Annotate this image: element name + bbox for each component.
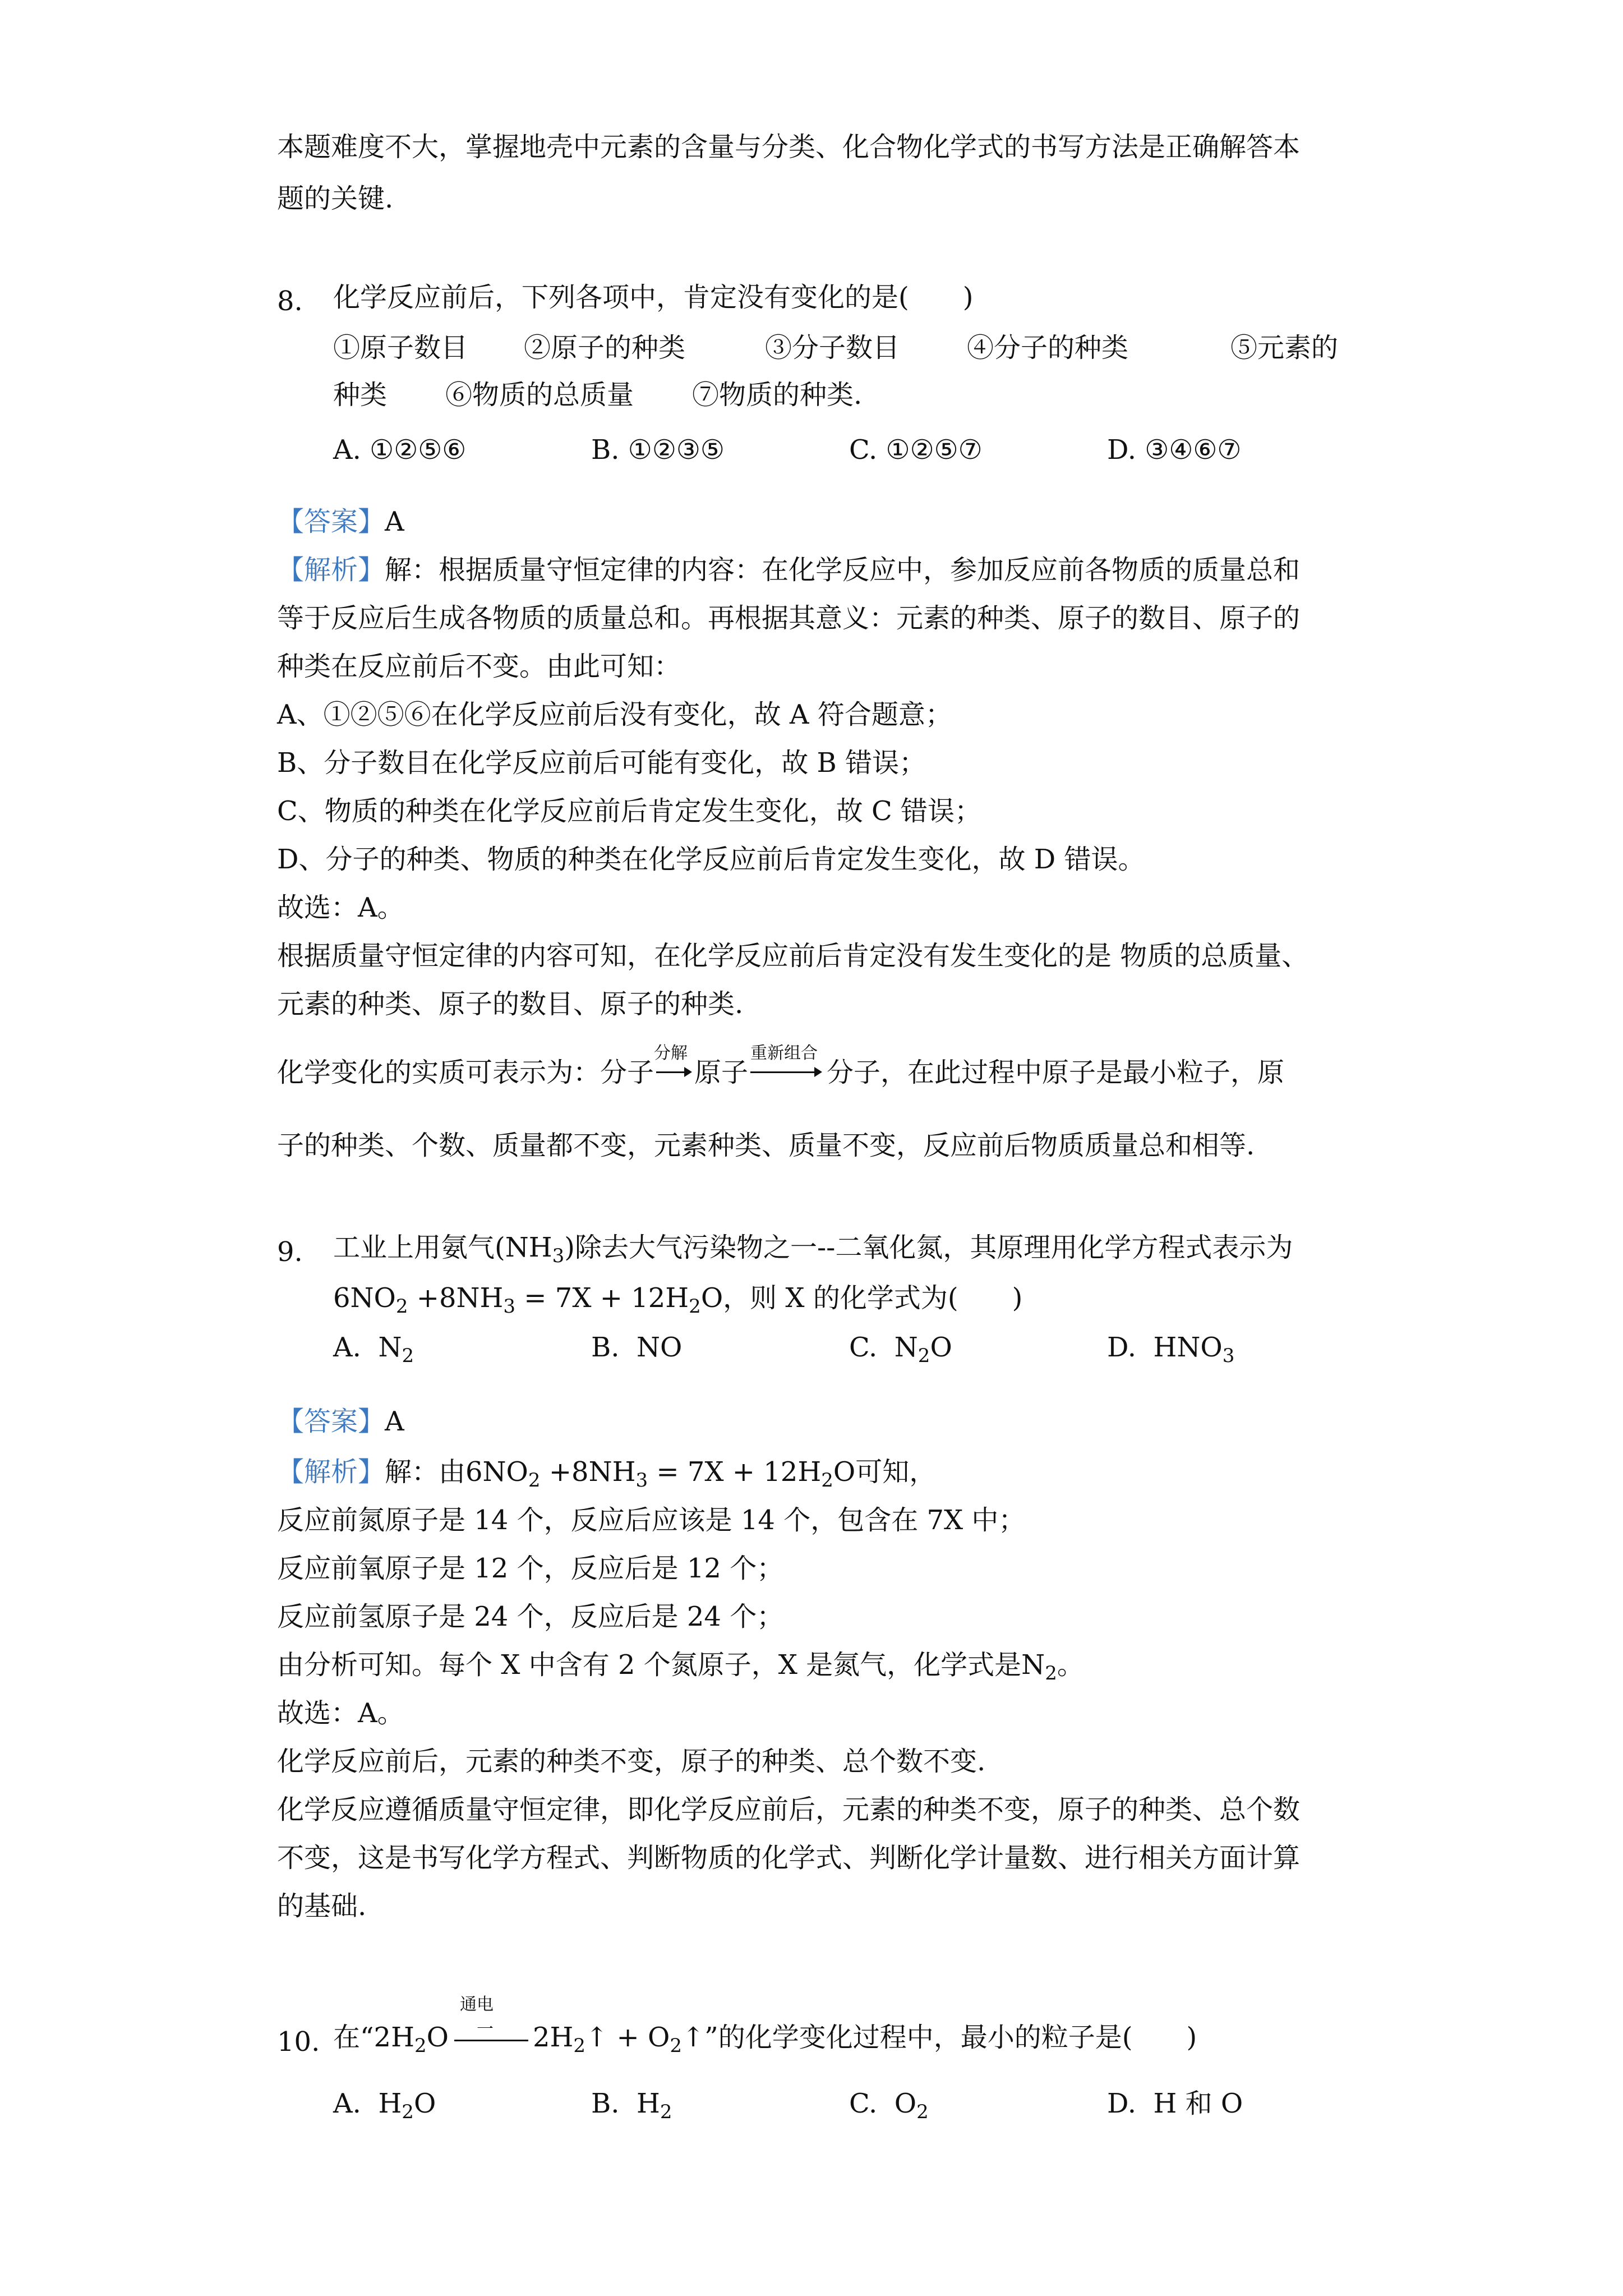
q8-analysis-4: A、①②⑤⑥在化学反应前后没有变化，故 A 符合题意； — [277, 699, 952, 730]
q8-analysis-3: 种类在反应前后不变。由此可知： — [277, 651, 681, 682]
q8-items-row-2 — [333, 377, 1399, 413]
analysis-text: 。 — [1057, 1649, 1084, 1681]
q8-essence-line-2: 子的种类、个数、质量都不变，元素种类、质量不变，反应前后物质质量总和相等. — [277, 1130, 1255, 1161]
q8-analysis-2: 等于反应后生成各物质的质量总和。再根据其意义：元素的种类、原子的数目、原子的 — [277, 602, 1301, 634]
subscript: 2 — [402, 2101, 414, 2123]
q9-number: 9. — [277, 1236, 303, 1268]
answer-tag: 【答案】 — [277, 506, 385, 537]
q8-stem: 化学反应前后，下列各项中，肯定没有变化的是( ) — [333, 282, 974, 313]
arrow-condition: 分解 — [654, 1043, 688, 1063]
q8-option-d: D. ③④⑥⑦ — [1107, 434, 1242, 466]
analysis-text: 解：根据质量守恒定律的内容：在化学反应中，参加反应前各物质的质量总和 — [385, 554, 1301, 586]
q8-item: ⑦物质的种类. — [692, 379, 863, 411]
analysis-text: 由分析可知。每个 X 中含有 2 个氮原子，X 是氮气，化学式是N — [277, 1649, 1045, 1681]
q8-option-b: B. ①②③⑤ — [591, 434, 725, 466]
q8-item: ⑤元素的 — [1230, 332, 1339, 364]
q9-analysis-4: 反应前氢原子是 24 个，反应后是 24 个； — [277, 1601, 784, 1632]
q10-stem: 在“$2H_2O$ 通电 一 $2H_2↑$ + $O_2↑$”的化学变化过程中，最小的粒子是( ) — [333, 2019, 1197, 2055]
analysis-text: +8NH — [540, 1456, 636, 1488]
q8-essence-line — [277, 1043, 1285, 1091]
analysis-text: = 7X + 12H — [648, 1456, 822, 1488]
arrow-condition: 重新组合 — [750, 1043, 818, 1063]
condition-text: 通电 — [459, 1995, 494, 2014]
subscript: 2 — [395, 1295, 408, 1318]
formula: H 和 O — [1153, 2088, 1243, 2119]
stem-text: ↑ + O — [585, 2022, 670, 2053]
q8-item: ②原子的种类 — [524, 332, 686, 364]
decompose-arrow — [654, 1043, 694, 1091]
subscript: 2 — [689, 1295, 701, 1318]
q9-summary-2: 化学反应遵循质量守恒定律，即化学反应前后，元素的种类不变，原子的种类、总个数 — [277, 1794, 1301, 1825]
q9-option-c — [849, 1329, 952, 1365]
formula: HNO — [1153, 1332, 1223, 1363]
formula: H — [637, 2088, 660, 2119]
formula: N — [378, 1332, 402, 1363]
analysis-tag: 【解析】 — [277, 554, 385, 586]
recombine-arrow — [748, 1043, 827, 1091]
q8-option-c: C. ①②⑤⑦ — [849, 434, 983, 466]
q10-option-d — [1107, 2086, 1243, 2122]
subscript: 2 — [1045, 1662, 1057, 1685]
option-label: A. — [333, 2088, 361, 2119]
q9-option-d — [1107, 1329, 1234, 1365]
stem-text: 2H — [532, 2022, 574, 2053]
option-label: D. — [1107, 1332, 1137, 1363]
q8-analysis-7: D、分子的种类、物质的种类在化学反应前后肯定发生变化，故 D 错误。 — [277, 844, 1145, 875]
q9-equation — [333, 1280, 1022, 1316]
option-label: D. — [1107, 2088, 1137, 2119]
eq-text: +8NH — [408, 1282, 504, 1314]
q8-item: ④分子的种类 — [967, 332, 1129, 364]
option-label: C. — [849, 2088, 878, 2119]
subscript: 2 — [402, 1345, 414, 1367]
q10-option-b — [591, 2086, 672, 2122]
q9-option-b — [591, 1329, 682, 1365]
subscript: 2 — [670, 2035, 682, 2057]
q8-analysis-9: 根据质量守恒定律的内容可知，在化学反应前后肯定没有发生变化的是 物质的总质量、 — [277, 940, 1309, 972]
subscript: 2 — [660, 2101, 672, 2123]
q8-option-a: A. ①②⑤⑥ — [333, 434, 467, 466]
option-label: B. — [591, 2088, 620, 2119]
subscript: 3 — [552, 1245, 565, 1267]
q8-item: ①原子数目 — [333, 332, 468, 364]
analysis-tag: 【解析】 — [277, 1456, 385, 1488]
q9-analysis-2: 反应前氮原子是 14 个，反应后应该是 14 个，包含在 7X 中； — [277, 1504, 1026, 1536]
subscript: 2 — [528, 1469, 541, 1492]
q9-choose: 故选：A。 — [277, 1697, 404, 1729]
answer-value: A — [385, 506, 404, 537]
q9-summary-4: 的基础. — [277, 1890, 367, 1922]
eq-text: O，则 X 的化学式为( ) — [700, 1282, 1023, 1314]
q9-summary-3: 不变，这是书写化学方程式、判断物质的化学式、判断化学计量数、进行相关方面计算 — [277, 1842, 1301, 1874]
essence-text: 化学变化的实质可表示为：分子 — [277, 1057, 654, 1088]
formula: O — [413, 2088, 436, 2119]
electrolysis-condition — [449, 1995, 533, 2055]
formula: H — [378, 2088, 402, 2119]
q10-options — [333, 2086, 1399, 2122]
subscript: 2 — [821, 1469, 833, 1492]
q9-answer — [277, 1404, 404, 1439]
stem-text: ↑”的化学变化过程中，最小的粒子是( ) — [681, 2022, 1197, 2053]
q9-analysis-5 — [277, 1647, 1084, 1683]
intro-line-1: 本题难度不大，掌握地壳中元素的含量与分类、化合物化学式的书写方法是正确解答本 — [277, 131, 1301, 163]
eq-text: 6NO — [333, 1282, 396, 1314]
q8-number: 8. — [277, 286, 303, 317]
q8-analysis-10: 元素的种类、原子的数目、原子的种类. — [277, 988, 744, 1020]
q9-summary-1: 化学反应前后，元素的种类不变，原子的种类、总个数不变. — [277, 1746, 986, 1777]
q8-answer — [277, 504, 404, 540]
formula: O — [894, 2088, 917, 2119]
q8-item: ③分子数目 — [765, 332, 900, 364]
q9-options — [333, 1329, 1399, 1365]
q10-option-c — [849, 2086, 929, 2122]
subscript: 2 — [573, 2035, 585, 2057]
subscript: 3 — [635, 1469, 648, 1492]
eq-text: = 7X + 12H — [515, 1282, 689, 1314]
answer-value: A — [385, 1406, 404, 1437]
option-label: B. — [591, 1332, 620, 1363]
q8-analysis-6: C、物质的种类在化学反应前后肯定发生变化，故 C 错误； — [277, 795, 981, 827]
option-label: C. — [849, 1332, 878, 1363]
subscript: 2 — [414, 2035, 427, 2057]
q8-analysis-5: B、分子数目在化学反应前后可能有变化，故 B 错误； — [277, 747, 926, 779]
formula: NO — [637, 1332, 683, 1363]
q10-number: 10. — [277, 2026, 320, 2058]
formula: O — [930, 1332, 952, 1363]
q9-option-a — [333, 1329, 414, 1365]
q9-analysis-1 — [277, 1454, 936, 1490]
q8-analysis-1 — [277, 552, 1300, 588]
subscript: 3 — [503, 1295, 516, 1318]
condition-mark: 一 — [476, 2019, 494, 2039]
analysis-text: O可知， — [833, 1456, 937, 1488]
subscript: 2 — [916, 2101, 929, 2123]
q8-item: ⑥物质的总质量 — [445, 379, 634, 411]
stem-text: 在“2H — [333, 2022, 414, 2053]
intro-line-2: 题的关键. — [277, 183, 394, 214]
subscript: 3 — [1222, 1345, 1235, 1367]
analysis-text: 解：由6NO — [385, 1456, 528, 1488]
q8-analysis-8: 故选：A。 — [277, 892, 404, 923]
stem-text: )除去大气污染物之一--二氧化氮，其原理用化学方程式表示为 — [564, 1232, 1293, 1263]
stem-text: 工业上用氨气(NH — [333, 1232, 552, 1263]
formula: N — [894, 1332, 918, 1363]
answer-tag: 【答案】 — [277, 1406, 385, 1437]
q8-options — [333, 432, 1399, 468]
essence-text: 原子 — [694, 1057, 749, 1088]
essence-text: 分子，在此过程中原子是最小粒子，原 — [827, 1057, 1285, 1088]
q9-analysis-3: 反应前氧原子是 12 个，反应后是 12 个； — [277, 1553, 784, 1584]
q9-stem — [333, 1230, 1293, 1266]
q8-item: 种类 — [333, 379, 388, 411]
option-label: A. — [333, 1332, 361, 1363]
q10-option-a — [333, 2086, 436, 2122]
q8-items-row-1 — [333, 330, 1399, 366]
subscript: 2 — [917, 1345, 930, 1367]
